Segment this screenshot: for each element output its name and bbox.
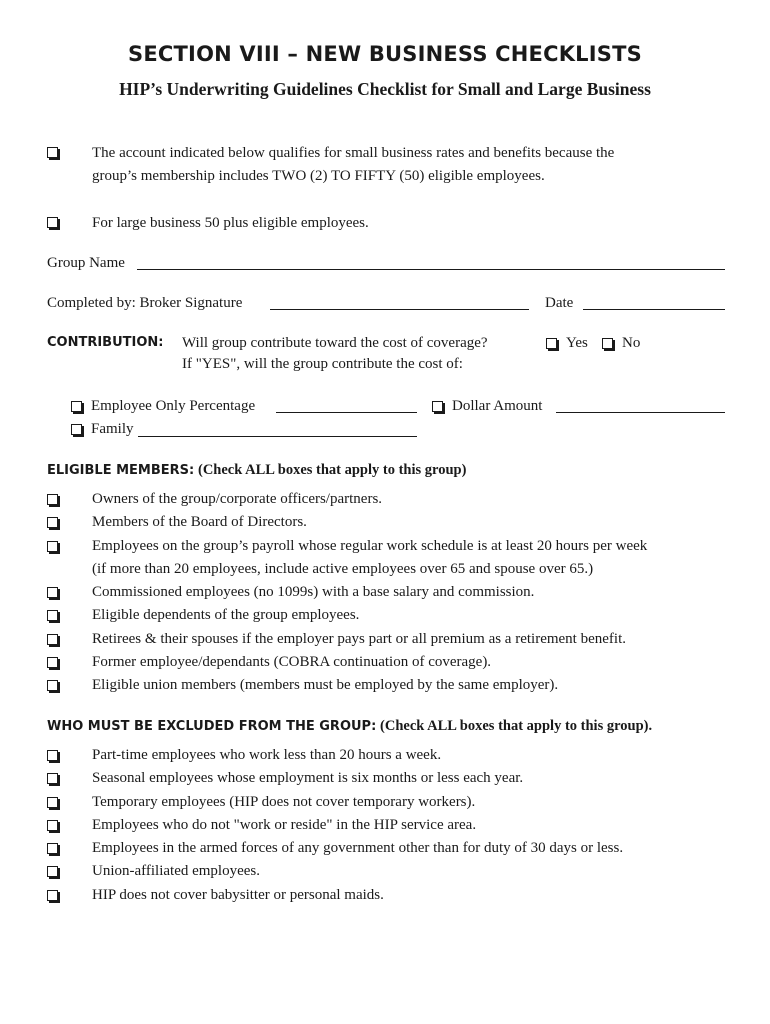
excluded-heading: WHO MUST BE EXCLUDED FROM THE GROUP: [47,719,377,734]
excluded-item: Union-affiliated employees. [92,863,261,879]
excluded-header [47,715,652,738]
excluded-item: Employees in the armed forces of any government other than for duty of 30 days or less. [92,840,624,856]
eligible-item: Retirees & their spouses if the employer pays part or all premium as a retirement benefit. [92,631,626,647]
group-name-label: Group Name [47,255,125,271]
page-subtitle: HIP’s Underwriting Guidelines Checklist for Small and Large Business [119,79,651,99]
dollar-amount-field[interactable] [556,412,725,413]
eligible-checkbox-4[interactable] [47,587,58,598]
excluded-note: (Check ALL boxes that apply to this group). [380,718,653,734]
large-business-checkbox[interactable] [47,217,58,228]
excluded-checkbox-1[interactable] [47,750,58,761]
excluded-checkbox-3[interactable] [47,797,58,808]
contribution-no-checkbox[interactable] [602,338,613,349]
eligible-members-header [47,459,466,482]
eligible-checkbox-7[interactable] [47,657,58,668]
excluded-item: Temporary employees (HIP does not cover temporary workers). [92,794,476,810]
contribution-followup: If "YES", will the group contribute the cost of: [182,356,463,372]
excluded-item: Employees who do not "work or reside" in the HIP service area. [92,817,477,833]
eligible-members-heading: ELIGIBLE MEMBERS: [47,463,195,478]
contribution-yes-checkbox[interactable] [546,338,557,349]
excluded-checkbox-6[interactable] [47,866,58,877]
large-business-text: For large business 50 plus eligible employees. [92,215,369,231]
broker-signature-label: Completed by: Broker Signature [47,295,243,311]
employee-only-label: Employee Only Percentage [91,398,256,414]
excluded-checkbox-2[interactable] [47,773,58,784]
eligible-members-note: (Check ALL boxes that apply to this group) [197,462,467,478]
dollar-amount-label: Dollar Amount [452,398,543,414]
excluded-checkbox-4[interactable] [47,820,58,831]
family-field[interactable] [138,436,417,437]
excluded-checkbox-5[interactable] [47,843,58,854]
excluded-item: Seasonal employees whose employment is six months or less each year. [92,770,524,786]
eligible-item: Commissioned employees (no 1099s) with a base salary and commission. [92,584,535,600]
contribution-heading: CONTRIBUTION: [47,335,164,350]
excluded-checkbox-7[interactable] [47,890,58,901]
employee-only-field[interactable] [276,412,417,413]
group-name-field[interactable] [137,269,725,270]
employee-only-checkbox[interactable] [71,401,82,412]
eligible-checkbox-8[interactable] [47,680,58,691]
family-checkbox[interactable] [71,424,82,435]
excluded-item: HIP does not cover babysitter or personal maids. [92,887,384,903]
eligible-item: Former employee/dependants (COBRA continuation of coverage). [92,654,492,670]
contribution-no-label: No [622,335,641,351]
eligible-checkbox-5[interactable] [47,610,58,621]
small-business-text-line2: group’s membership includes TWO (2) TO FIFTY (50) eligible employees. [92,168,545,184]
eligible-item-continuation: (if more than 20 employees, include active employees over 65 and spouse over 65.) [92,561,594,577]
broker-signature-field[interactable] [270,309,529,310]
page-title: SECTION VIII – NEW BUSINESS CHECKLISTS [128,42,642,66]
small-business-text-line1: The account indicated below qualifies for small business rates and benefits because the [92,145,615,161]
eligible-item: Members of the Board of Directors. [92,514,307,530]
dollar-amount-checkbox[interactable] [432,401,443,412]
contribution-yes-label: Yes [566,335,588,351]
eligible-checkbox-1[interactable] [47,494,58,505]
small-business-checkbox[interactable] [47,147,58,158]
family-label: Family [91,421,134,437]
eligible-item: Owners of the group/corporate officers/partners. [92,491,383,507]
eligible-item: Employees on the group’s payroll whose regular work schedule is at least 20 hours per week [92,538,648,554]
eligible-item: Eligible dependents of the group employees. [92,607,360,623]
contribution-question: Will group contribute toward the cost of coverage? [182,335,488,351]
eligible-checkbox-2[interactable] [47,517,58,528]
date-label: Date [545,295,574,311]
excluded-item: Part-time employees who work less than 20 hours a week. [92,747,442,763]
eligible-item: Eligible union members (members must be employed by the same employer). [92,677,559,693]
date-field[interactable] [583,309,725,310]
eligible-checkbox-6[interactable] [47,634,58,645]
eligible-checkbox-3[interactable] [47,541,58,552]
